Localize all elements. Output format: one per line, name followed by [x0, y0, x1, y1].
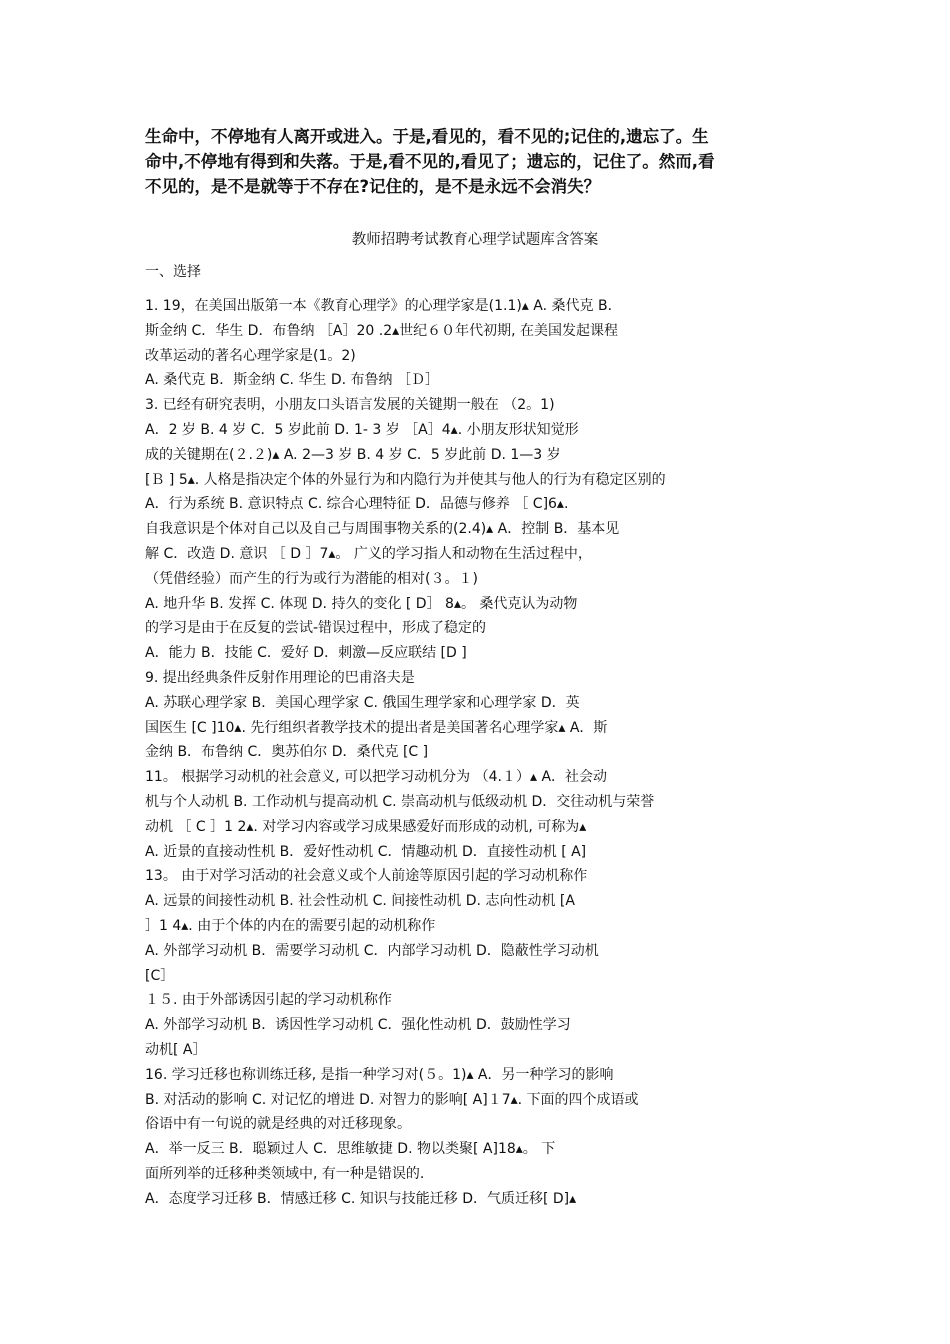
text-line: A．举一反三 B．聪颖过人 C．思维敏捷 D. 物以类聚[ A]18▴。 下 [145, 1141, 556, 1158]
text-line: A. 苏联心理学家 B．美国心理学家 C. 俄国生理学家和心理学家 D．英 [145, 694, 580, 711]
text-line: 自我意识是个体对自己以及自己与周围事物关系的(2.4)▴ A．控制 B．基本见 [145, 521, 620, 538]
text-line: A. 桑代克 B．斯金纳 C. 华生 D. 布鲁纳 ［Ｄ］ [145, 372, 439, 389]
intro-line: 不见的，是不是就等于不存在?记住的，是不是永远不会消失？ [145, 177, 601, 196]
document-title: 教师招聘考试教育心理学试题库含答案 [351, 232, 599, 248]
text-line: ］1 4▴. 由于个体的内在的需要引起的动机称作 [145, 918, 436, 934]
text-line: 动机[ A］ [145, 1042, 207, 1058]
section-heading: 一、选择 [145, 264, 201, 280]
text-line: 俗语中有一句说的就是经典的对迁移现象。 [145, 1116, 411, 1133]
text-line: 13。 由于对学习活动的社会意义或个人前途等原因引起的学习动机称作 [145, 868, 588, 885]
text-line: [C］ [145, 967, 175, 984]
intro-paragraph [145, 124, 810, 199]
text-line: 解 C．改造 D. 意识 ［ D ］7▴。 广义的学习指人和动物在生活过程中， [145, 546, 592, 562]
text-line: 3. 已经有研究表明，小朋友口头语言发展的关键期一般在 （2。1) [145, 397, 555, 414]
text-line: 机与个人动机 B. 工作动机与提高动机 C. 崇高动机与低级动机 D．交往动机与荣誉 [145, 794, 655, 810]
text-line: （凭借经验）而产生的行为或行为潜能的相对(３。１) [145, 570, 478, 587]
text-line: A. 远景的间接性动机 B. 社会性动机 C. 间接性动机 D. 志向性动机 [A [145, 893, 575, 910]
text-line: 国医生 [C ]10▴. 先行组织者教学技术的提出者是美国著名心理学家▴ A．斯 [145, 719, 608, 736]
text-line: A. 近景的直接动性机 B．爱好性动机 C．情趣动机 D．直接性动机 [ A] [145, 843, 587, 860]
text-line: 16. 学习迁移也称训练迁移, 是指一种学习对(５。1)▴ A．另一种学习的影响 [145, 1066, 614, 1083]
text-line: 斯金纳 C．华生 D．布鲁纳 ［A］20 .2▴世纪６０年代初期, 在美国发起课程 [145, 322, 619, 339]
text-line: [Ｂ ] 5▴. 人格是指决定个体的外显行为和内隐行为并使其与他人的行为有稳定区别的 [145, 471, 666, 488]
text-line: B. 对活动的影响 C. 对记忆的增进 D. 对智力的影响[ A]１7▴. 下面的四个成语或 [145, 1091, 639, 1108]
text-line: 9. 提出经典条件反射作用理论的巴甫洛夫是 [145, 670, 415, 686]
text-line: 金纳 B．布鲁纳 C．奥苏伯尔 D．桑代克 [C ] [145, 744, 429, 761]
text-line: A. 外部学习动机 B．诱因性学习动机 C．强化性动机 D．鼓励性学习 [145, 1017, 571, 1034]
text-line: 的学习是由于在反复的尝试-错误过程中，形成了稳定的 [145, 620, 487, 637]
intro-line: 生命中，不停地有人离开或进入。于是,看见的，看不见的;记住的,遗忘了。生 [145, 127, 709, 146]
text-line: A．能力 B．技能 C．爱好 D．刺激—反应联结 [D ] [145, 645, 467, 662]
text-line: 动机 ［ C ］1 2▴. 对学习内容或学习成果感爱好而形成的动机, 可称为▴ [145, 818, 587, 835]
text-line: 改革运动的著名心理学家是(1。2) [145, 347, 356, 364]
text-line: A．2 岁 B. 4 岁 C．5 岁此前 D. 1- 3 岁 ［A］4▴. 小朋友形状知觉形 [145, 422, 579, 438]
text-line: １５. 由于外部诱因引起的学习动机称作 [145, 992, 392, 1009]
text-line: 面所列举的迁移种类领域中, 有一种是错误的. [145, 1166, 425, 1182]
text-line: A. 地升华 B. 发挥 C. 体现 D. 持久的变化 [ D］ 8▴。 桑代克认为动物 [145, 595, 578, 612]
text-line: 1. 19，在美国出版第一本《教育心理学》的心理学家是(1.1)▴ A. 桑代克 B． [145, 298, 622, 314]
text-line: 11。 根据学习动机的社会意义, 可以把学习动机分为 （4.１）▴ A．社会动 [145, 769, 608, 786]
text-line: A．态度学习迁移 B．情感迁移 C. 知识与技能迁移 D．气质迁移[ D]▴ [145, 1190, 577, 1207]
text-line: 成的关键期在(２.２)▴ A. 2—3 岁 B. 4 岁 C．5 岁此前 D. 1—3 岁 [145, 446, 561, 463]
text-line: A．行为系统 B. 意识特点 C. 综合心理特征 D．品德与修养 ［ C]6▴. [145, 496, 569, 513]
text-line: A. 外部学习动机 B．需要学习动机 C．内部学习动机 D．隐蔽性学习动机 [145, 942, 599, 959]
intro-line: 命中,不停地有得到和失落。于是,看不见的,看见了；遗忘的，记住了。然而,看 [145, 152, 715, 171]
